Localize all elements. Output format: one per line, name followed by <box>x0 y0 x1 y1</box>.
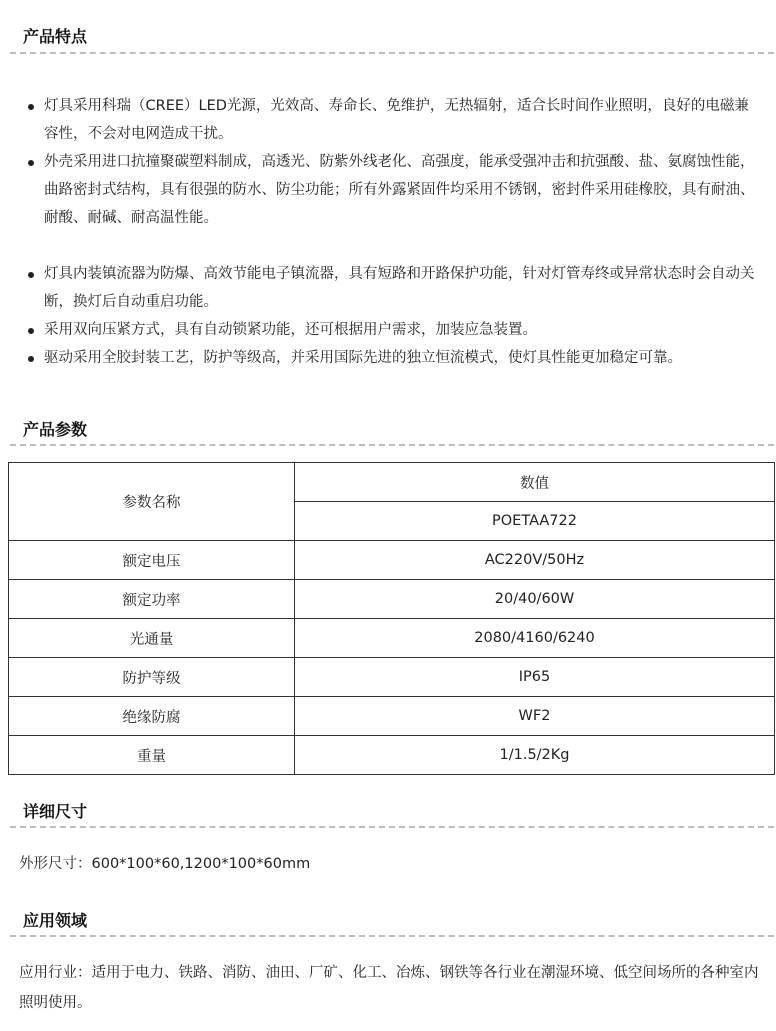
table-row <box>9 658 775 697</box>
param-value: IP65 <box>295 658 775 697</box>
application-title: 应用领域 <box>23 911 88 930</box>
param-header-value: 数值 <box>295 463 775 502</box>
table-row <box>9 736 775 775</box>
param-model: POETAA722 <box>295 502 775 541</box>
param-name: 额定电压 <box>9 541 295 580</box>
param-header-name: 参数名称 <box>9 463 295 541</box>
feature-item: 灯具内装镇流器为防爆、高效节能电子镇流器，具有短路和开路保护功能，针对灯管寿终或异常状态时会自动关断，换灯后自动重启功能。 <box>26 260 756 316</box>
feature-item: 采用双向压紧方式，具有自动锁紧功能，还可根据用户需求，加装应急装置。 <box>26 316 756 344</box>
feature-item: 驱动采用全胶封装工艺，防护等级高，并采用国际先进的独立恒流模式，使灯具性能更加稳定可靠。 <box>26 344 756 372</box>
features-title: 产品特点 <box>23 27 88 46</box>
param-value: 2080/4160/6240 <box>295 619 775 658</box>
param-name: 绝缘防腐 <box>9 697 295 736</box>
table-row <box>9 541 775 580</box>
param-value: WF2 <box>295 697 775 736</box>
params-divider <box>10 444 774 446</box>
dimensions-divider <box>10 826 774 828</box>
table-row <box>9 619 775 658</box>
application-divider <box>10 935 774 937</box>
param-name: 防护等级 <box>9 658 295 697</box>
application-text: 应用行业：适用于电力、铁路、消防、油田、厂矿、化工、冶炼、钢铁等各行业在潮湿环境、低空间场所的各种室内照明使用。 <box>19 965 759 1011</box>
table-row <box>9 580 775 619</box>
features-list-top <box>26 92 756 232</box>
param-name: 光通量 <box>9 619 295 658</box>
feature-item: 灯具采用科瑞（CREE）LED光源，光效高、寿命长、免维护，无热辐射，适合长时间作业照明，良好的电磁兼容性，不会对电网造成干扰。 <box>26 92 756 148</box>
param-value: 1/1.5/2Kg <box>295 736 775 775</box>
feature-item: 外壳采用进口抗撞聚碳塑料制成，高透光、防紫外线老化、高强度，能承受强冲击和抗强酸、盐、氨腐蚀性能，曲路密封式结构，具有很强的防水、防尘功能；所有外露紧固件均采用不锈钢，密封件采用硅橡胶，具有耐油、耐酸、耐碱、耐高温性能。 <box>26 148 756 232</box>
table-row <box>9 463 775 502</box>
features-list-bottom <box>26 260 756 372</box>
param-value: 20/40/60W <box>295 580 775 619</box>
param-name: 重量 <box>9 736 295 775</box>
dimensions-title: 详细尺寸 <box>23 802 88 821</box>
params-title: 产品参数 <box>23 420 88 439</box>
param-name: 额定功率 <box>9 580 295 619</box>
table-row <box>9 697 775 736</box>
dimensions-text: 外形尺寸：600*100*60,1200*100*60mm <box>19 856 311 872</box>
params-table <box>8 462 775 775</box>
features-divider <box>10 52 774 54</box>
param-value: AC220V/50Hz <box>295 541 775 580</box>
